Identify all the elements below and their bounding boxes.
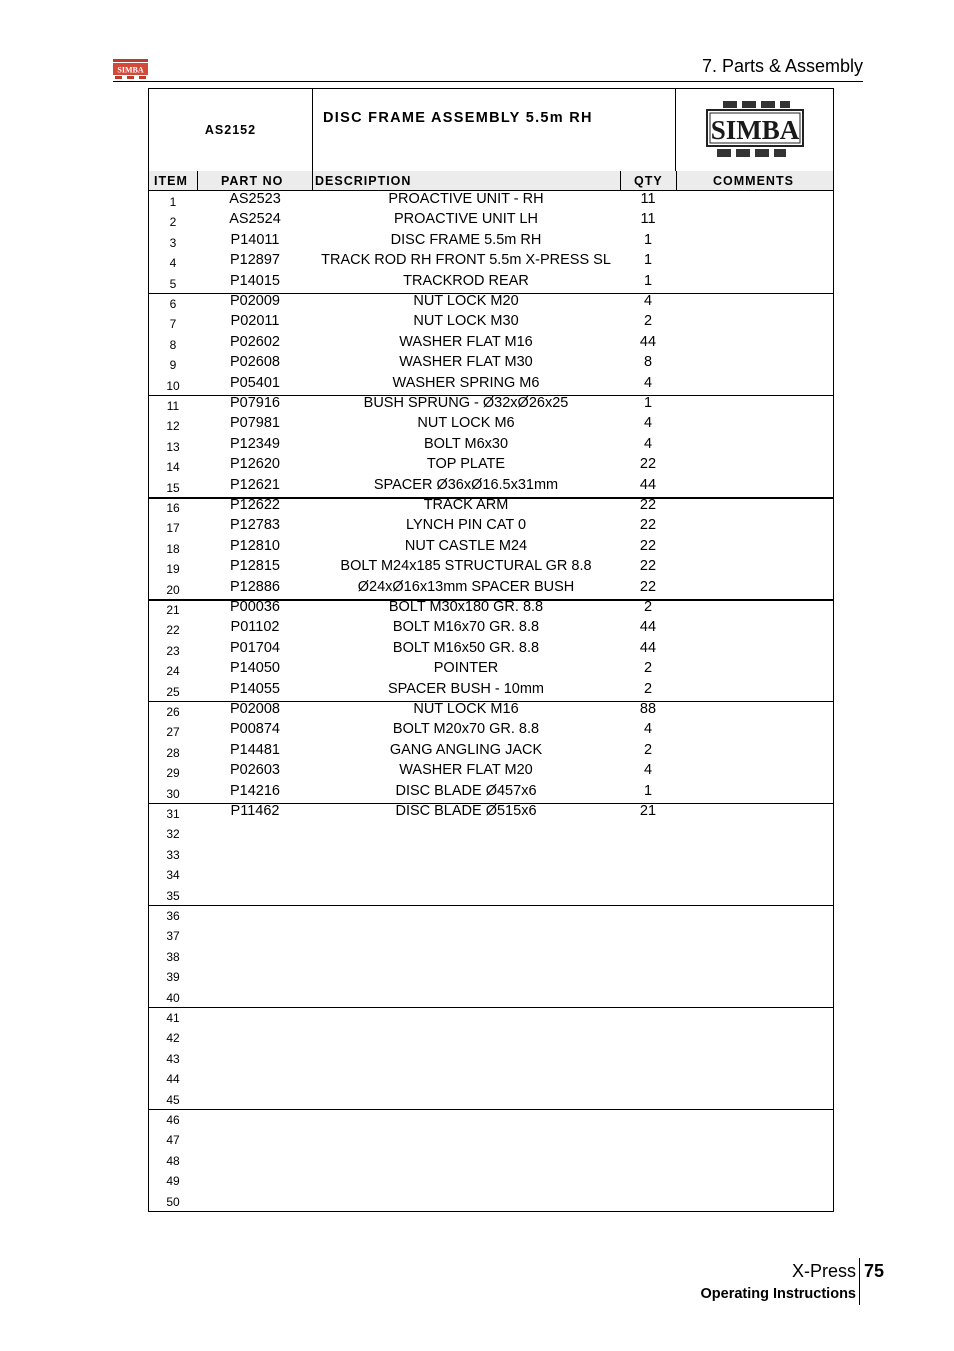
part-description: WASHER FLAT M30 [399, 354, 533, 371]
quantity: 1 [643, 252, 653, 269]
part-description: NUT CASTLE M24 [404, 537, 528, 554]
item-number: 16 [166, 501, 180, 515]
item-number: 48 [166, 1153, 180, 1168]
item-number: 30 [166, 786, 180, 801]
manual-subtitle: Operating Instructions [700, 1286, 856, 1302]
part-description: WASHER FLAT M20 [399, 762, 533, 779]
col-description: DESCRIPTION [315, 174, 412, 188]
quantity: 2 [643, 680, 653, 697]
assembly-title: DISC FRAME ASSEMBLY 5.5m RH [312, 89, 676, 171]
item-number: 4 [169, 256, 177, 271]
part-number: P12886 [230, 578, 280, 595]
assembly-code: AS2152 [149, 89, 313, 171]
table-row [149, 558, 833, 578]
quantity: 4 [643, 435, 653, 452]
table-row [149, 1150, 833, 1170]
part-number: P01102 [230, 619, 280, 636]
part-description: BOLT M16x50 GR. 8.8 [392, 639, 540, 656]
quantity: 1 [643, 231, 653, 248]
table-row [149, 987, 833, 1007]
part-number: P05401 [230, 374, 280, 391]
table-row [149, 1007, 833, 1027]
footer-divider [859, 1258, 860, 1305]
table-row [149, 640, 833, 660]
part-description: PROACTIVE UNIT - RH [388, 191, 544, 207]
header-rule [113, 81, 863, 82]
part-number: AS2523 [229, 191, 281, 207]
table-row [149, 1170, 833, 1190]
table-row [149, 232, 833, 252]
table-row [149, 313, 833, 333]
part-description: TRACKROD REAR [403, 272, 529, 289]
part-number: P02009 [230, 293, 280, 309]
part-number: AS2524 [229, 211, 281, 228]
part-description: TRACK ROD RH FRONT 5.5m X-PRESS SL [321, 252, 611, 269]
item-number: 25 [166, 684, 180, 699]
table-row [149, 538, 833, 558]
simba-header-logo [113, 59, 148, 79]
part-number: P01704 [230, 639, 280, 656]
item-number: 33 [166, 847, 180, 862]
table-row [149, 415, 833, 435]
item-number: 1 [169, 195, 177, 209]
quantity: 1 [643, 782, 653, 799]
item-number: 29 [166, 766, 180, 781]
item-number: 17 [166, 521, 180, 536]
item-number: 6 [169, 297, 177, 311]
part-number: P02008 [230, 701, 280, 717]
item-number: 8 [169, 337, 177, 352]
table-row [149, 497, 833, 517]
table-row [149, 844, 833, 864]
table-row [149, 1109, 833, 1129]
item-number: 49 [166, 1174, 180, 1189]
item-number: 43 [166, 1051, 180, 1066]
table-row [149, 252, 833, 272]
item-number: 2 [169, 215, 177, 230]
item-number: 22 [166, 623, 180, 638]
item-number: 27 [166, 725, 180, 740]
sheet-titlebar [149, 89, 833, 172]
quantity: 22 [639, 456, 657, 473]
part-description: BOLT M16x70 GR. 8.8 [392, 619, 540, 636]
part-number: P02608 [230, 354, 280, 371]
table-row [149, 599, 833, 619]
table-row [149, 273, 833, 293]
item-number: 32 [166, 827, 180, 842]
table-row [149, 1191, 833, 1211]
table-row [149, 721, 833, 741]
quantity: 11 [640, 191, 656, 207]
part-number: P14015 [230, 272, 280, 289]
quantity: 22 [639, 578, 657, 595]
part-description: TOP PLATE [426, 456, 506, 473]
part-number: P02603 [230, 762, 280, 779]
col-item: ITEM [154, 174, 188, 188]
item-number: 7 [169, 317, 177, 332]
simba-logo-text: SIMBA [710, 115, 800, 145]
item-number: 14 [166, 460, 180, 475]
item-number: 36 [166, 909, 180, 923]
table-row [149, 905, 833, 925]
item-number: 15 [166, 480, 180, 495]
quantity: 22 [639, 537, 657, 554]
table-row [149, 803, 833, 823]
col-part-no: PART NO [221, 174, 284, 188]
table-row [149, 1068, 833, 1088]
table-row [149, 211, 833, 231]
part-description: BOLT M24x185 STRUCTURAL GR 8.8 [340, 558, 592, 575]
table-row [149, 436, 833, 456]
table-row [149, 579, 833, 599]
page-number: 75 [864, 1261, 885, 1281]
col-comments: COMMENTS [713, 174, 794, 188]
part-description: NUT LOCK M6 [417, 415, 515, 432]
item-number: 38 [166, 949, 180, 964]
part-number: P14055 [230, 680, 280, 697]
item-number: 35 [166, 888, 180, 903]
part-description: WASHER SPRING M6 [392, 374, 540, 391]
part-description: WASHER FLAT M16 [399, 333, 533, 350]
quantity: 88 [639, 701, 657, 717]
part-number: P02011 [230, 313, 280, 330]
quantity: 4 [643, 762, 653, 779]
item-number: 11 [166, 399, 180, 413]
table-row [149, 1089, 833, 1109]
part-description: DISC BLADE Ø515x6 [395, 803, 537, 819]
item-number: 26 [166, 705, 180, 719]
table-row [149, 681, 833, 701]
table-row [149, 885, 833, 905]
quantity: 22 [639, 558, 657, 575]
part-description: GANG ANGLING JACK [389, 741, 543, 758]
item-number: 34 [166, 868, 180, 883]
col-qty: QTY [634, 174, 663, 188]
part-description: PROACTIVE UNIT LH [394, 211, 538, 228]
item-number: 46 [166, 1113, 180, 1127]
table-row [149, 966, 833, 986]
part-description: Ø24xØ16x13mm SPACER BUSH [357, 578, 575, 595]
parts-sheet [148, 88, 834, 1212]
item-number: 41 [166, 1011, 180, 1025]
quantity: 2 [643, 660, 653, 677]
table-row [149, 701, 833, 721]
table-row [149, 1027, 833, 1047]
table-row [149, 477, 833, 497]
table-row [149, 395, 833, 415]
item-number: 50 [166, 1194, 180, 1209]
table-row [149, 619, 833, 639]
quantity: 4 [643, 374, 653, 391]
item-number: 28 [166, 745, 180, 760]
quantity: 1 [643, 395, 653, 411]
part-number: P00874 [230, 721, 280, 738]
table-row [149, 783, 833, 803]
quantity: 8 [643, 354, 653, 371]
part-description: NUT LOCK M30 [413, 313, 519, 330]
part-number: P12810 [230, 537, 280, 554]
item-number: 19 [166, 562, 180, 577]
quantity: 44 [639, 333, 657, 350]
part-number: P12621 [230, 476, 280, 493]
quantity: 11 [640, 211, 656, 228]
table-row [149, 517, 833, 537]
part-description: BUSH SPRUNG - Ø32xØ26x25 [363, 395, 569, 411]
part-number: P14011 [230, 231, 280, 248]
table-row [149, 1129, 833, 1149]
part-number: P02602 [230, 333, 280, 350]
table-row [149, 191, 833, 211]
table-row [149, 946, 833, 966]
part-number: P12620 [230, 456, 280, 473]
table-row [149, 375, 833, 395]
table-row [149, 864, 833, 884]
quantity: 22 [639, 517, 657, 534]
section-title: 7. Parts & Assembly [701, 56, 863, 76]
part-number: P12897 [230, 252, 280, 269]
quantity: 21 [639, 803, 657, 819]
item-number: 3 [169, 235, 177, 250]
item-number: 9 [169, 358, 177, 373]
part-description: TRACK ARM [423, 497, 509, 513]
part-description: DISC BLADE Ø457x6 [395, 782, 537, 799]
table-row [149, 762, 833, 782]
item-number: 39 [166, 970, 180, 985]
quantity: 2 [643, 599, 653, 615]
part-number: P12815 [230, 558, 280, 575]
item-number: 5 [169, 276, 177, 291]
part-number: P07981 [230, 415, 280, 432]
item-number: 44 [166, 1072, 180, 1087]
item-number: 47 [166, 1133, 180, 1148]
column-header-row [149, 171, 833, 191]
item-number: 21 [166, 603, 180, 617]
item-number: 23 [166, 643, 180, 658]
part-number: P11462 [230, 803, 280, 819]
item-number: 40 [166, 990, 180, 1005]
part-description: SPACER Ø36xØ16.5x31mm [373, 476, 559, 493]
item-number: 10 [166, 378, 180, 393]
quantity: 44 [639, 619, 657, 636]
part-number: P14216 [230, 782, 280, 799]
item-number: 42 [166, 1031, 180, 1046]
quantity: 4 [643, 721, 653, 738]
table-row [149, 354, 833, 374]
quantity: 2 [643, 741, 653, 758]
part-number: P00036 [230, 599, 280, 615]
quantity: 44 [639, 639, 657, 656]
product-name: X-Press [791, 1261, 856, 1281]
item-number: 20 [166, 582, 180, 597]
item-number: 24 [166, 664, 180, 679]
item-number: 31 [166, 807, 180, 821]
quantity: 4 [643, 293, 653, 309]
part-description: DISC FRAME 5.5m RH [390, 231, 542, 248]
table-row [149, 742, 833, 762]
part-description: POINTER [433, 660, 499, 677]
table-row [149, 660, 833, 680]
quantity: 22 [639, 497, 657, 513]
part-description: SPACER BUSH - 10mm [387, 680, 545, 697]
part-number: P12349 [230, 435, 280, 452]
part-number: P07916 [230, 395, 280, 411]
table-row [149, 456, 833, 476]
part-number: P14481 [230, 741, 280, 758]
part-description: BOLT M6x30 [423, 435, 509, 452]
part-description: BOLT M20x70 GR. 8.8 [392, 721, 540, 738]
svg-text:SIMBA: SIMBA [117, 65, 144, 75]
part-number: P14050 [230, 660, 280, 677]
simba-logo [677, 95, 833, 165]
part-number: P12783 [230, 517, 280, 534]
table-row [149, 823, 833, 843]
item-number: 45 [166, 1092, 180, 1107]
quantity: 44 [639, 476, 657, 493]
part-description: BOLT M30x180 GR. 8.8 [388, 599, 544, 615]
table-row [149, 334, 833, 354]
item-number: 37 [166, 929, 180, 944]
item-number: 12 [166, 419, 180, 434]
quantity: 4 [643, 415, 653, 432]
item-number: 18 [166, 541, 180, 556]
part-description: LYNCH PIN CAT 0 [405, 517, 527, 534]
part-description: NUT LOCK M16 [413, 701, 519, 717]
item-number: 13 [166, 439, 180, 454]
part-description: NUT LOCK M20 [413, 293, 519, 309]
quantity: 1 [643, 272, 653, 289]
table-row [149, 1048, 833, 1068]
table-row [149, 925, 833, 945]
quantity: 2 [643, 313, 653, 330]
table-row [149, 293, 833, 313]
part-number: P12622 [230, 497, 280, 513]
